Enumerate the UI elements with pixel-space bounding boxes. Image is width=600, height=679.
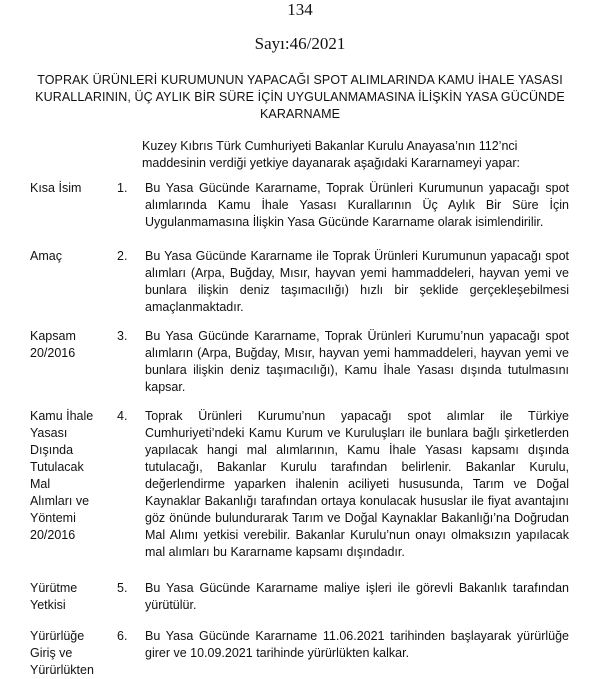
- article-label: [30, 628, 110, 679]
- article-label: [30, 248, 110, 265]
- article-text: Bu Yasa Gücünde Kararname, Toprak Ürünleri Kurumu’nun yapacağı spot alımların (Arpa, Buğday, Mısır, hayvan yemi hammaddeleri, hayvan yemi ve bunlara ilişkin deniz taşımacılığı), Kamu İhale Yasası dışında tutulmasını kapsar.: [145, 329, 569, 394]
- page-number: 134: [287, 0, 313, 19]
- article-label-line: Giriş ve: [30, 646, 73, 660]
- article-number: 4.: [117, 409, 128, 423]
- article-label-line: Kısa İsim: [30, 181, 82, 195]
- article-label-line: Yasası: [30, 426, 68, 440]
- article-label-line: Yöntemi: [30, 511, 76, 525]
- document-title: TOPRAK ÜRÜNLERİ KURUMUNUN YAPACAĞI SPOT ALIMLARINDA KAMU İHALE YASASI KURALLARININ, ÜÇ AYLIK BİR SÜRE İÇİN UYGULANMAMASINA İLİŞKİN YASA GÜCÜNDE KARARNAME: [35, 73, 565, 121]
- article-label: [30, 408, 110, 544]
- article-text: Bu Yasa Gücünde Kararname 11.06.2021 tarihinden başlayarak yürürlüğe girer ve 10.09.2021 tarihinde yürürlükten kalkar.: [145, 629, 569, 660]
- article-number: 6.: [117, 629, 128, 643]
- article-label: [30, 180, 110, 197]
- article-label: [30, 328, 110, 362]
- article-text: Bu Yasa Gücünde Kararname, Toprak Ürünleri Kurumunun yapacağı spot alımlarında Kamu İhale Yasası Kurallarının Üç Aylık Bir Süre İçin Uygulanmamasına İlişkin Yasa Gücünde Kararname olarak isimlendirilir.: [145, 181, 569, 229]
- document-number: Sayı:46/2021: [254, 34, 346, 53]
- article-text: Toprak Ürünleri Kurumu’nun yapacağı spot alımlar ile Türkiye Cumhuriyeti’ndeki Kamu Kurum ve Kuruluşları ile bunlara bağlı şirketlerden yapılacak hangi mal alımlarının, Kamu İhale Yasası kapsamı dışında tutulacağı, Bakanlar Kurulu tarafından belirlenir. Bakanlar Kurulu, değerlendirme yaparken ihalenin aciliyeti hususunda, Tarım ve Doğal Kaynaklar Bakanlığı tarafından ortaya konulacak hususlar ile fiyat avantajını göz önünde bulundurarak Tarım ve Doğal Kaynaklar Bakanlığı’na Doğrudan Mal Alımı yetkisi verebilir. Bakanlar Kurulu’nun onayı olmaksızın yapılacak mal alımları bu Kararname kapsamı dışındadır.: [145, 409, 569, 559]
- article-label-line: Dışında: [30, 443, 74, 457]
- article-number: 3.: [117, 329, 128, 343]
- article-label-line: Mal: [30, 477, 51, 491]
- article-label-line: Yürürlüğe: [30, 629, 85, 643]
- preamble: Kuzey Kıbrıs Türk Cumhuriyeti Bakanlar Kurulu Anayasa’nın 112’nci maddesinin verdiği yetkiye dayanarak aşağıdaki Kararnameyi yapar:: [142, 139, 520, 170]
- article-label-line: Tutulacak: [30, 460, 84, 474]
- article-label-line: Amaç: [30, 249, 62, 263]
- article-label-line: Kapsam: [30, 329, 76, 343]
- article-number: 1.: [117, 181, 128, 195]
- article-text: Bu Yasa Gücünde Kararname ile Toprak Ürünleri Kurumunun yapacağı spot alımları (Arpa, Buğday, Mısır, hayvan yemi hammaddeleri, hayvan yemi ve bunlara ilişkin deniz taşımacılığı) hızlı bir şeklide gerçekleşebilmesi amaçlanmaktadır.: [145, 249, 569, 314]
- article-label-line: Alımları ve: [30, 494, 90, 508]
- article-number: 5.: [117, 581, 128, 595]
- article-label-line: Yürütme: [30, 581, 78, 595]
- article-label-line: Yetkisi: [30, 598, 66, 612]
- article-label-line: 20/2016: [30, 528, 76, 542]
- article-text: Bu Yasa Gücünde Kararname maliye işleri ile görevli Bakanlık tarafından yürütülür.: [145, 581, 569, 612]
- article-label-line: 20/2016: [30, 346, 76, 360]
- article-number: 2.: [117, 249, 128, 263]
- article-label-line: Kamu İhale: [30, 409, 94, 423]
- article-label: [30, 580, 110, 614]
- article-label-line: Yürürlükten: [30, 663, 94, 677]
